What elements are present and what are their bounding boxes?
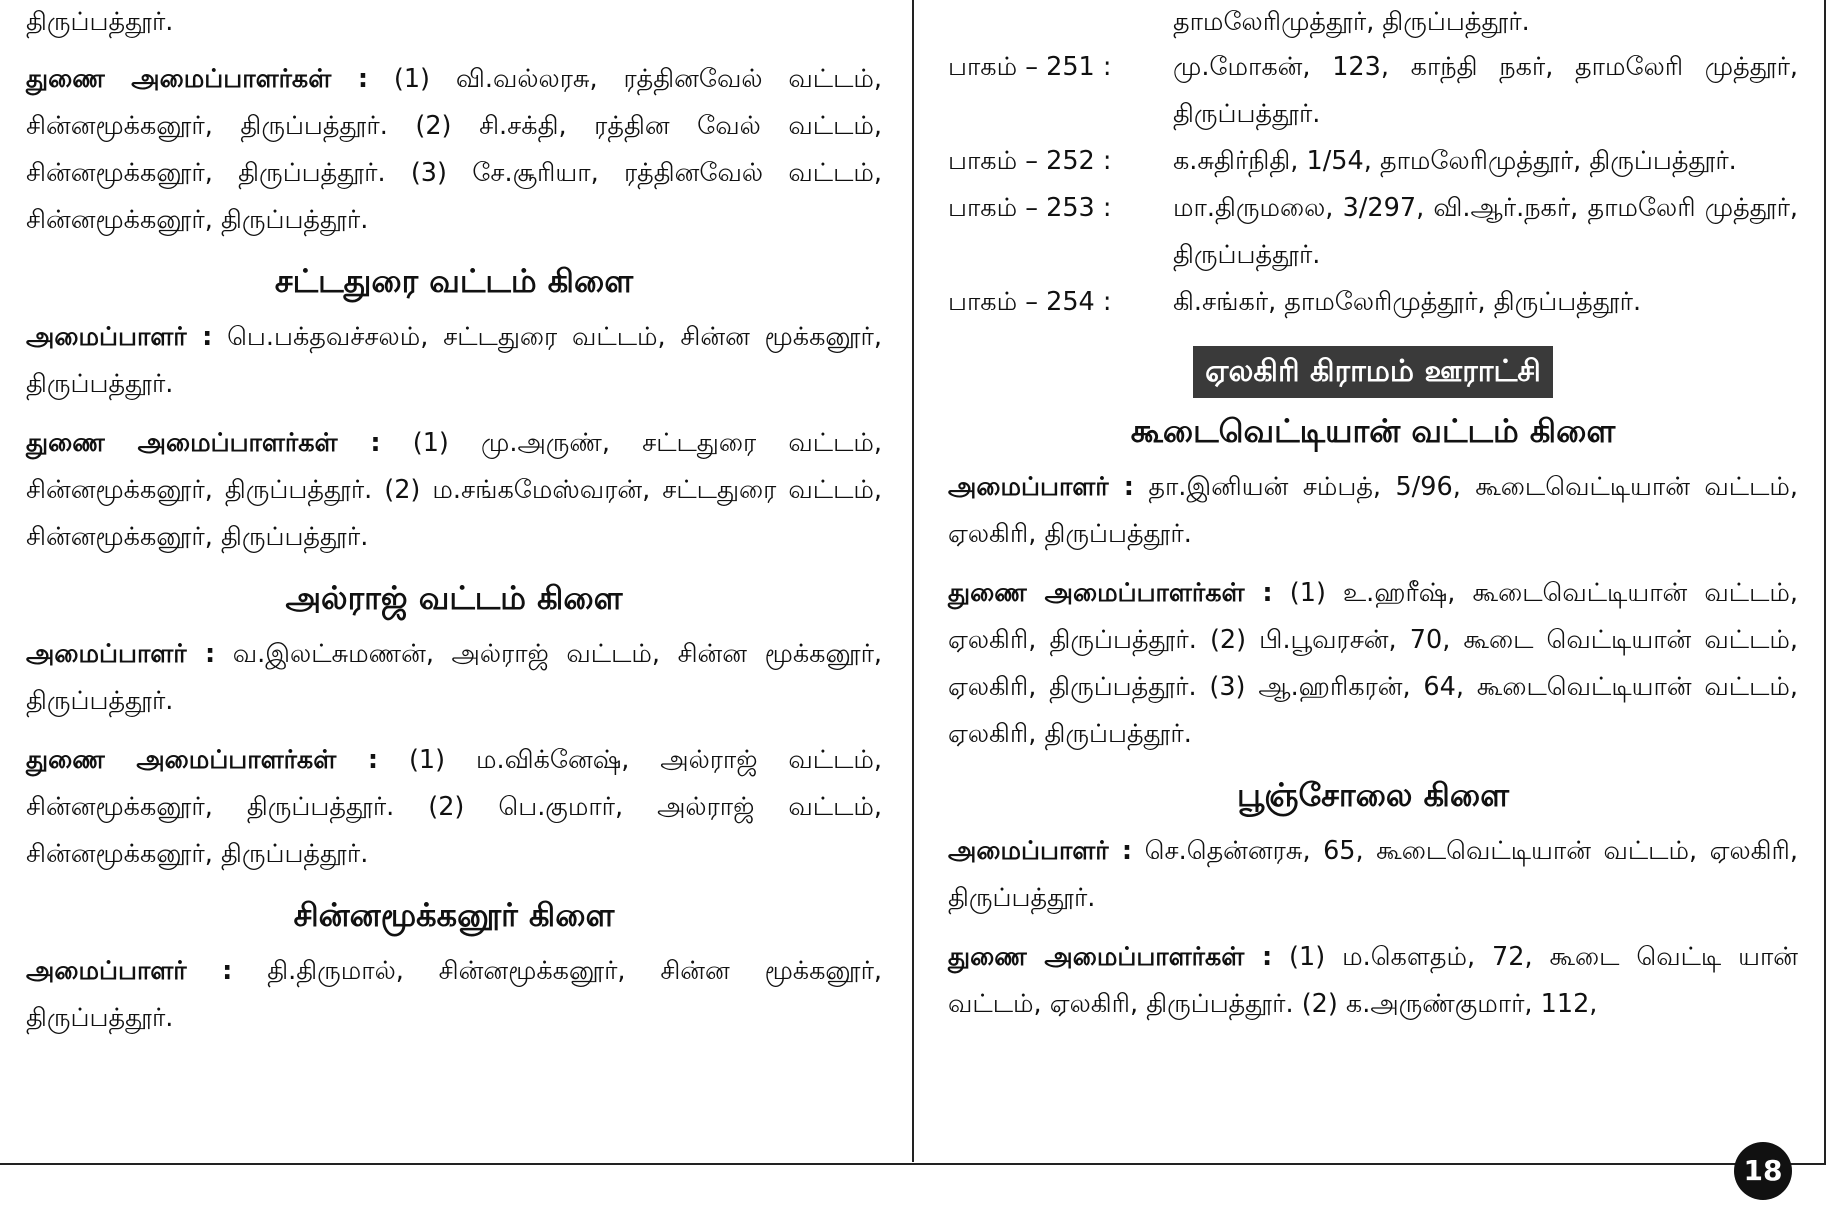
deputies-text: (1) உ.ஹரீஷ், கூடைவெட்டியான் வட்டம், ஏலகிரி, திருப்பத்தூர். (2) பி.பூவரசன், 70, கூடை வெட்டியான் வட்டம், ஏலகிரி, திருப்பத்தூர். (3) ஆ.ஹரிகரன், 64, கூடைவெட்டியான் வட்டம், ஏலகிரி, திருப்பத்தூர். bbox=[948, 578, 1799, 749]
deputies-poonjolai bbox=[948, 934, 1798, 1028]
organizer-text: வ.இலட்சுமணன், அல்ராஜ் வட்டம், சின்ன மூக்கனூர், திருப்பத்தூர். bbox=[26, 639, 883, 716]
pagam-key: பாகம் – 254 : bbox=[948, 287, 1112, 317]
deputies-koodaivettiyan bbox=[948, 570, 1798, 758]
organizer-label: அமைப்பாளர் : bbox=[26, 956, 233, 986]
pagam-value: க.சுதிர்நிதி, 1/54, தாமலேரிமுத்தூர், திருப்பத்தூர். bbox=[1173, 146, 1737, 176]
pagam-item bbox=[948, 44, 1798, 138]
organizer-alraj bbox=[26, 631, 882, 725]
page-number-badge: 18 bbox=[1734, 1142, 1792, 1200]
deputies-label: துணை அமைப்பாளர்கள் : bbox=[948, 578, 1273, 608]
left-column bbox=[26, 0, 882, 1054]
organizer-poonjolai bbox=[948, 828, 1798, 922]
section-heading-sattadurai: சட்டதுரை வட்டம் கிளை bbox=[274, 262, 634, 300]
pagam-item bbox=[948, 185, 1798, 279]
deputies-label: துணை அமைப்பாளர்கள் : bbox=[26, 428, 381, 458]
pagam-value: மா.திருமலை, 3/297, வி.ஆர்.நகர், தாமலேரி முத்தூர், திருப்பத்தூர். bbox=[1173, 193, 1798, 270]
organizer-text: தி.திருமால், சின்னமூக்கனூர், சின்ன மூக்கனூர், திருப்பத்தூர். bbox=[26, 956, 882, 1033]
pagam-item bbox=[948, 138, 1798, 185]
deputies-text: (1) ம.கௌதம், 72, கூடை வெட்டி யான் வட்டம், ஏலகிரி, திருப்பத்தூர். (2) க.அருண்குமார், 112, bbox=[948, 942, 1798, 1019]
deputies-label: துணை அமைப்பாளர்கள் : bbox=[26, 64, 369, 94]
deputies-label: துணை அமைப்பாளர்கள் : bbox=[26, 745, 379, 775]
pagam-list bbox=[948, 44, 1798, 326]
right-column bbox=[948, 0, 1798, 1040]
right-top-line: தாமலேரிமுத்தூர், திருப்பத்தூர். bbox=[1173, 7, 1530, 37]
organizer-koodaivettiyan bbox=[948, 464, 1798, 558]
left-deputies-0 bbox=[26, 56, 882, 244]
deputies-text: (1) வி.வல்லரசு, ரத்தினவேல் வட்டம், சின்னமூக்கனூர், திருப்பத்தூர். (2) சி.சக்தி, ரத்தின வேல் வட்டம், சின்னமூக்கனூர், திருப்பத்தூர். (3) சே.சூரியா, ரத்தினவேல் வட்டம், சின்னமூக்கனூர், திருப்பத்தூர். bbox=[26, 64, 883, 235]
deputies-alraj bbox=[26, 737, 882, 878]
organizer-chinnamookkanur bbox=[26, 948, 882, 1042]
deputies-text: (1) ம.விக்னேஷ், அல்ராஜ் வட்டம், சின்னமூக்கனூர், திருப்பத்தூர். (2) பெ.குமார், அல்ராஜ் வட்டம், சின்னமூக்கனூர், திருப்பத்தூர். bbox=[26, 745, 883, 869]
section-heading-chinnamookkanur: சின்னமூக்கனூர் கிளை bbox=[293, 896, 615, 934]
organizer-label: அமைப்பாளர் : bbox=[26, 322, 213, 352]
organizer-label: அமைப்பாளர் : bbox=[26, 639, 216, 669]
organizer-text: செ.தென்னரசு, 65, கூடைவெட்டியான் வட்டம், ஏலகிரி, திருப்பத்தூர். bbox=[948, 836, 1798, 913]
organizer-label: அமைப்பாளர் : bbox=[948, 836, 1133, 866]
pagam-key: பாகம் – 252 : bbox=[948, 146, 1112, 176]
pagam-key: பாகம் – 251 : bbox=[948, 52, 1112, 82]
organizer-sattadurai bbox=[26, 314, 882, 408]
village-banner: ஏலகிரி கிராமம் ஊராட்சி bbox=[1193, 346, 1553, 398]
section-heading-koodaivettiyan: கூடைவெட்டியான் வட்டம் கிளை bbox=[1130, 412, 1616, 450]
left-top-line: திருப்பத்தூர். bbox=[26, 7, 174, 37]
banner-wrap bbox=[948, 346, 1798, 398]
section-heading-alraj: அல்ராஜ் வட்டம் கிளை bbox=[285, 579, 623, 617]
pagam-item bbox=[948, 279, 1798, 326]
organizer-text: பெ.பக்தவச்சலம், சட்டதுரை வட்டம், சின்ன மூக்கனூர், திருப்பத்தூர். bbox=[26, 322, 882, 399]
deputies-text: (1) மு.அருண், சட்டதுரை வட்டம், சின்னமூக்கனூர், திருப்பத்தூர். (2) ம.சங்கமேஸ்வரன், சட்டதுரை வட்டம், சின்னமூக்கனூர், திருப்பத்தூர். bbox=[26, 428, 882, 552]
section-heading-poonjolai: பூஞ்சோலை கிளை bbox=[1237, 776, 1509, 814]
column-divider bbox=[912, 0, 914, 1162]
organizer-text: தா.இனியன் சம்பத், 5/96, கூடைவெட்டியான் வட்டம், ஏலகிரி, திருப்பத்தூர். bbox=[948, 472, 1798, 549]
deputies-sattadurai bbox=[26, 420, 882, 561]
pagam-key: பாகம் – 253 : bbox=[948, 193, 1112, 223]
deputies-label: துணை அமைப்பாளர்கள் : bbox=[948, 942, 1273, 972]
pagam-value: கி.சங்கர், தாமலேரிமுத்தூர், திருப்பத்தூர். bbox=[1173, 287, 1642, 317]
organizer-label: அமைப்பாளர் : bbox=[948, 472, 1134, 502]
pagam-value: மு.மோகன், 123, காந்தி நகர், தாமலேரி முத்தூர், திருப்பத்தூர். bbox=[1173, 52, 1798, 129]
